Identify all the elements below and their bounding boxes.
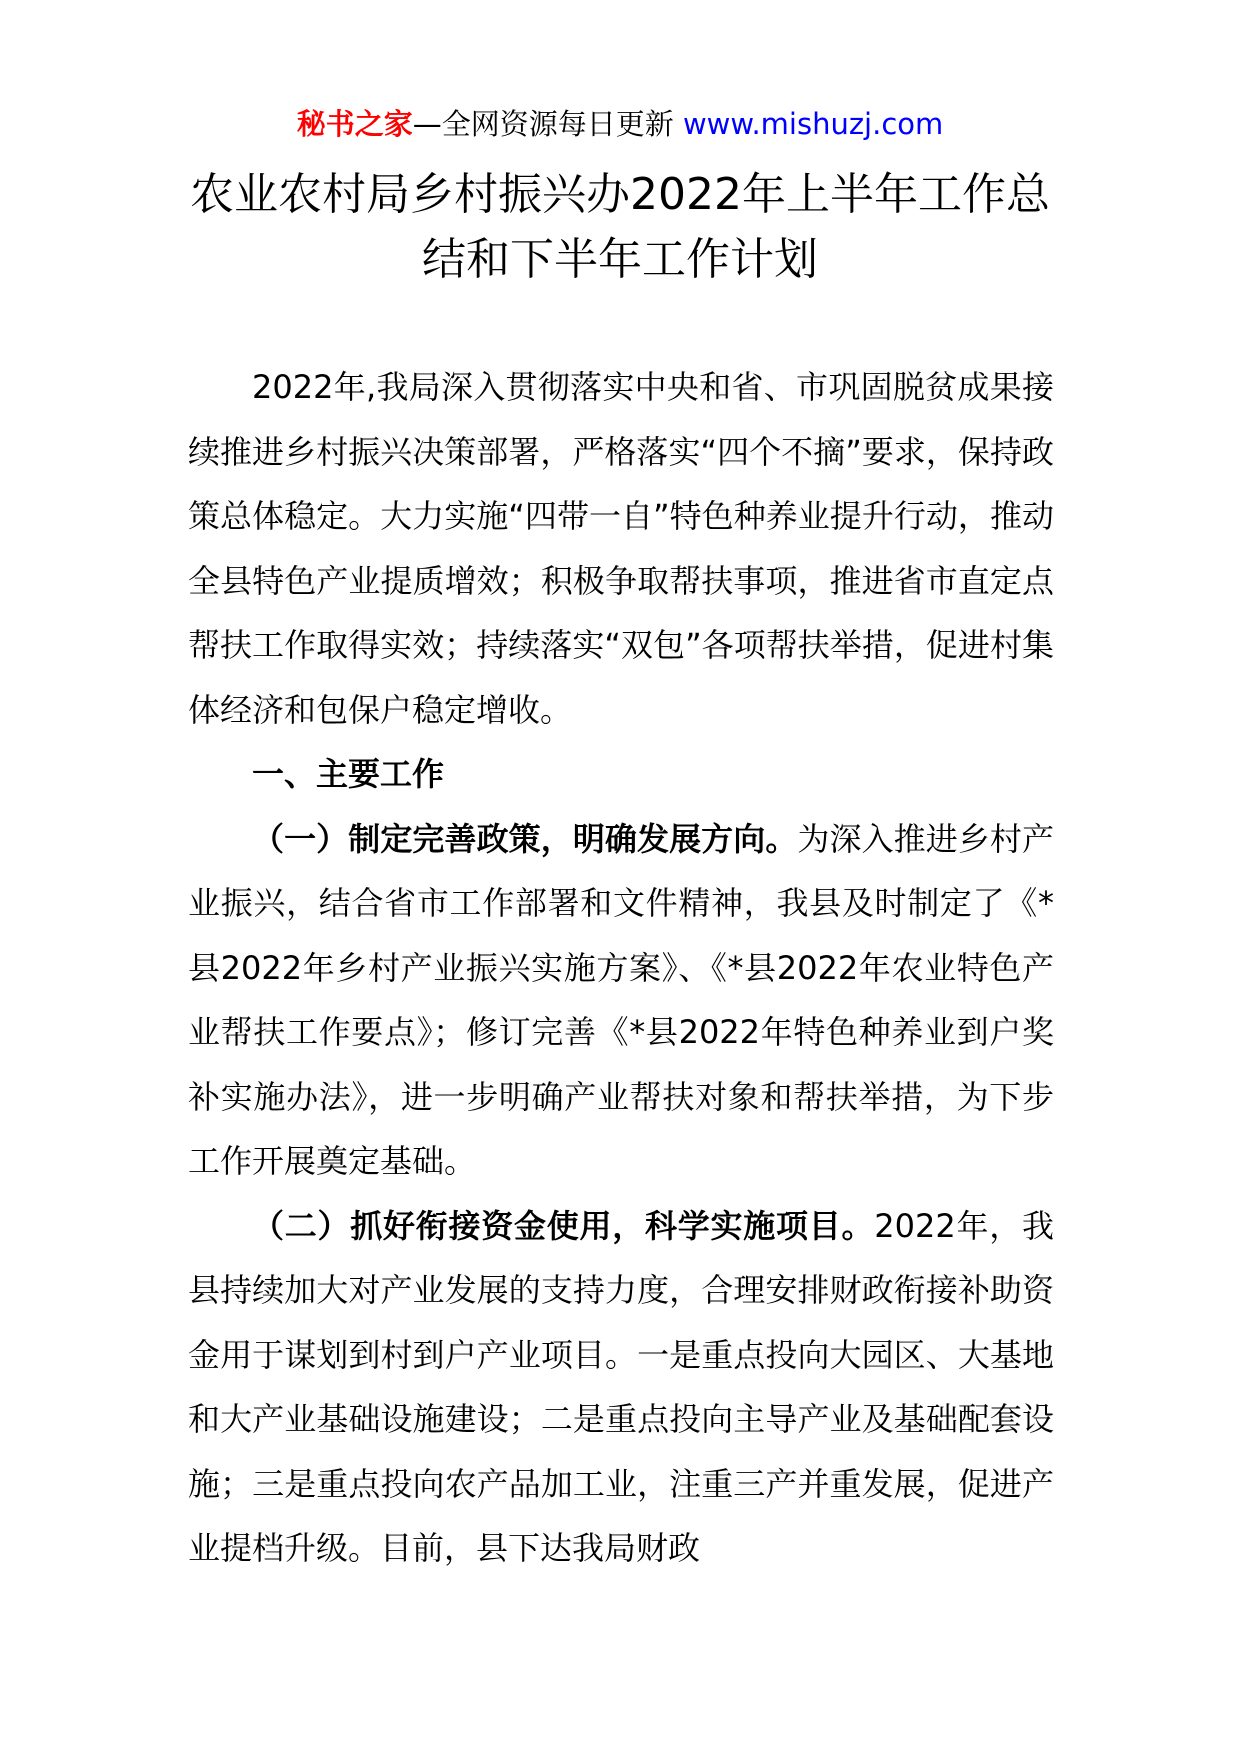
item-2-paragraph — [188, 1194, 1054, 1581]
brand-name: 秘书之家 — [296, 107, 413, 141]
header-slogan: —全网资源每日更新 — [412, 107, 674, 141]
site-url-link[interactable]: www.mishuzj.com — [682, 107, 944, 141]
site-header — [0, 104, 1240, 144]
item-2-text: 2022年，我县持续加大对产业发展的支持力度，合理安排财政衔接补助资金用于谋划到村到户产业项目。一是重点投向大园区、大基地和大产业基础设施建设；二是重点投向主导产业及基础配套设施；三是重点投向农产品加工业，注重三产并重发展，促进产业提档升级。目前，县下达我局财政 — [188, 1206, 1054, 1567]
item-2-lead: （二）抓好衔接资金使用，科学实施项目。 — [252, 1206, 875, 1245]
item-1-lead: （一）制定完善政策，明确发展方向。 — [252, 819, 798, 858]
item-1-text: 为深入推进乡村产业振兴，结合省市工作部署和文件精神，我县及时制定了《*县2022年乡村产业振兴实施方案》、《*县2022年农业特色产业帮扶工作要点》；修订完善《*县2022年特色种养业到户奖补实施办法》，进一步明确产业帮扶对象和帮扶举措，为下步工作开展奠定基础。 — [188, 819, 1054, 1180]
document-body — [188, 355, 1054, 1581]
section-heading-main-work: 一、主要工作 — [252, 755, 445, 793]
document-title: 农业农村局乡村振兴办2022年上半年工作总结和下半年工作计划 — [190, 169, 1050, 285]
intro-paragraph: 2022年,我局深入贯彻落实中央和省、市巩固脱贫成果接续推进乡村振兴决策部署，严格落实“四个不摘”要求，保持政策总体稳定。大力实施“四带一自”特色种养业提升行动，推动全县特色产业提质增效；积极争取帮扶事项，推进省市直定点帮扶工作取得实效；持续落实“双包”各项帮扶举措，促进村集体经济和包保户稳定增收。 — [188, 368, 1054, 729]
item-1-paragraph — [188, 807, 1054, 1194]
